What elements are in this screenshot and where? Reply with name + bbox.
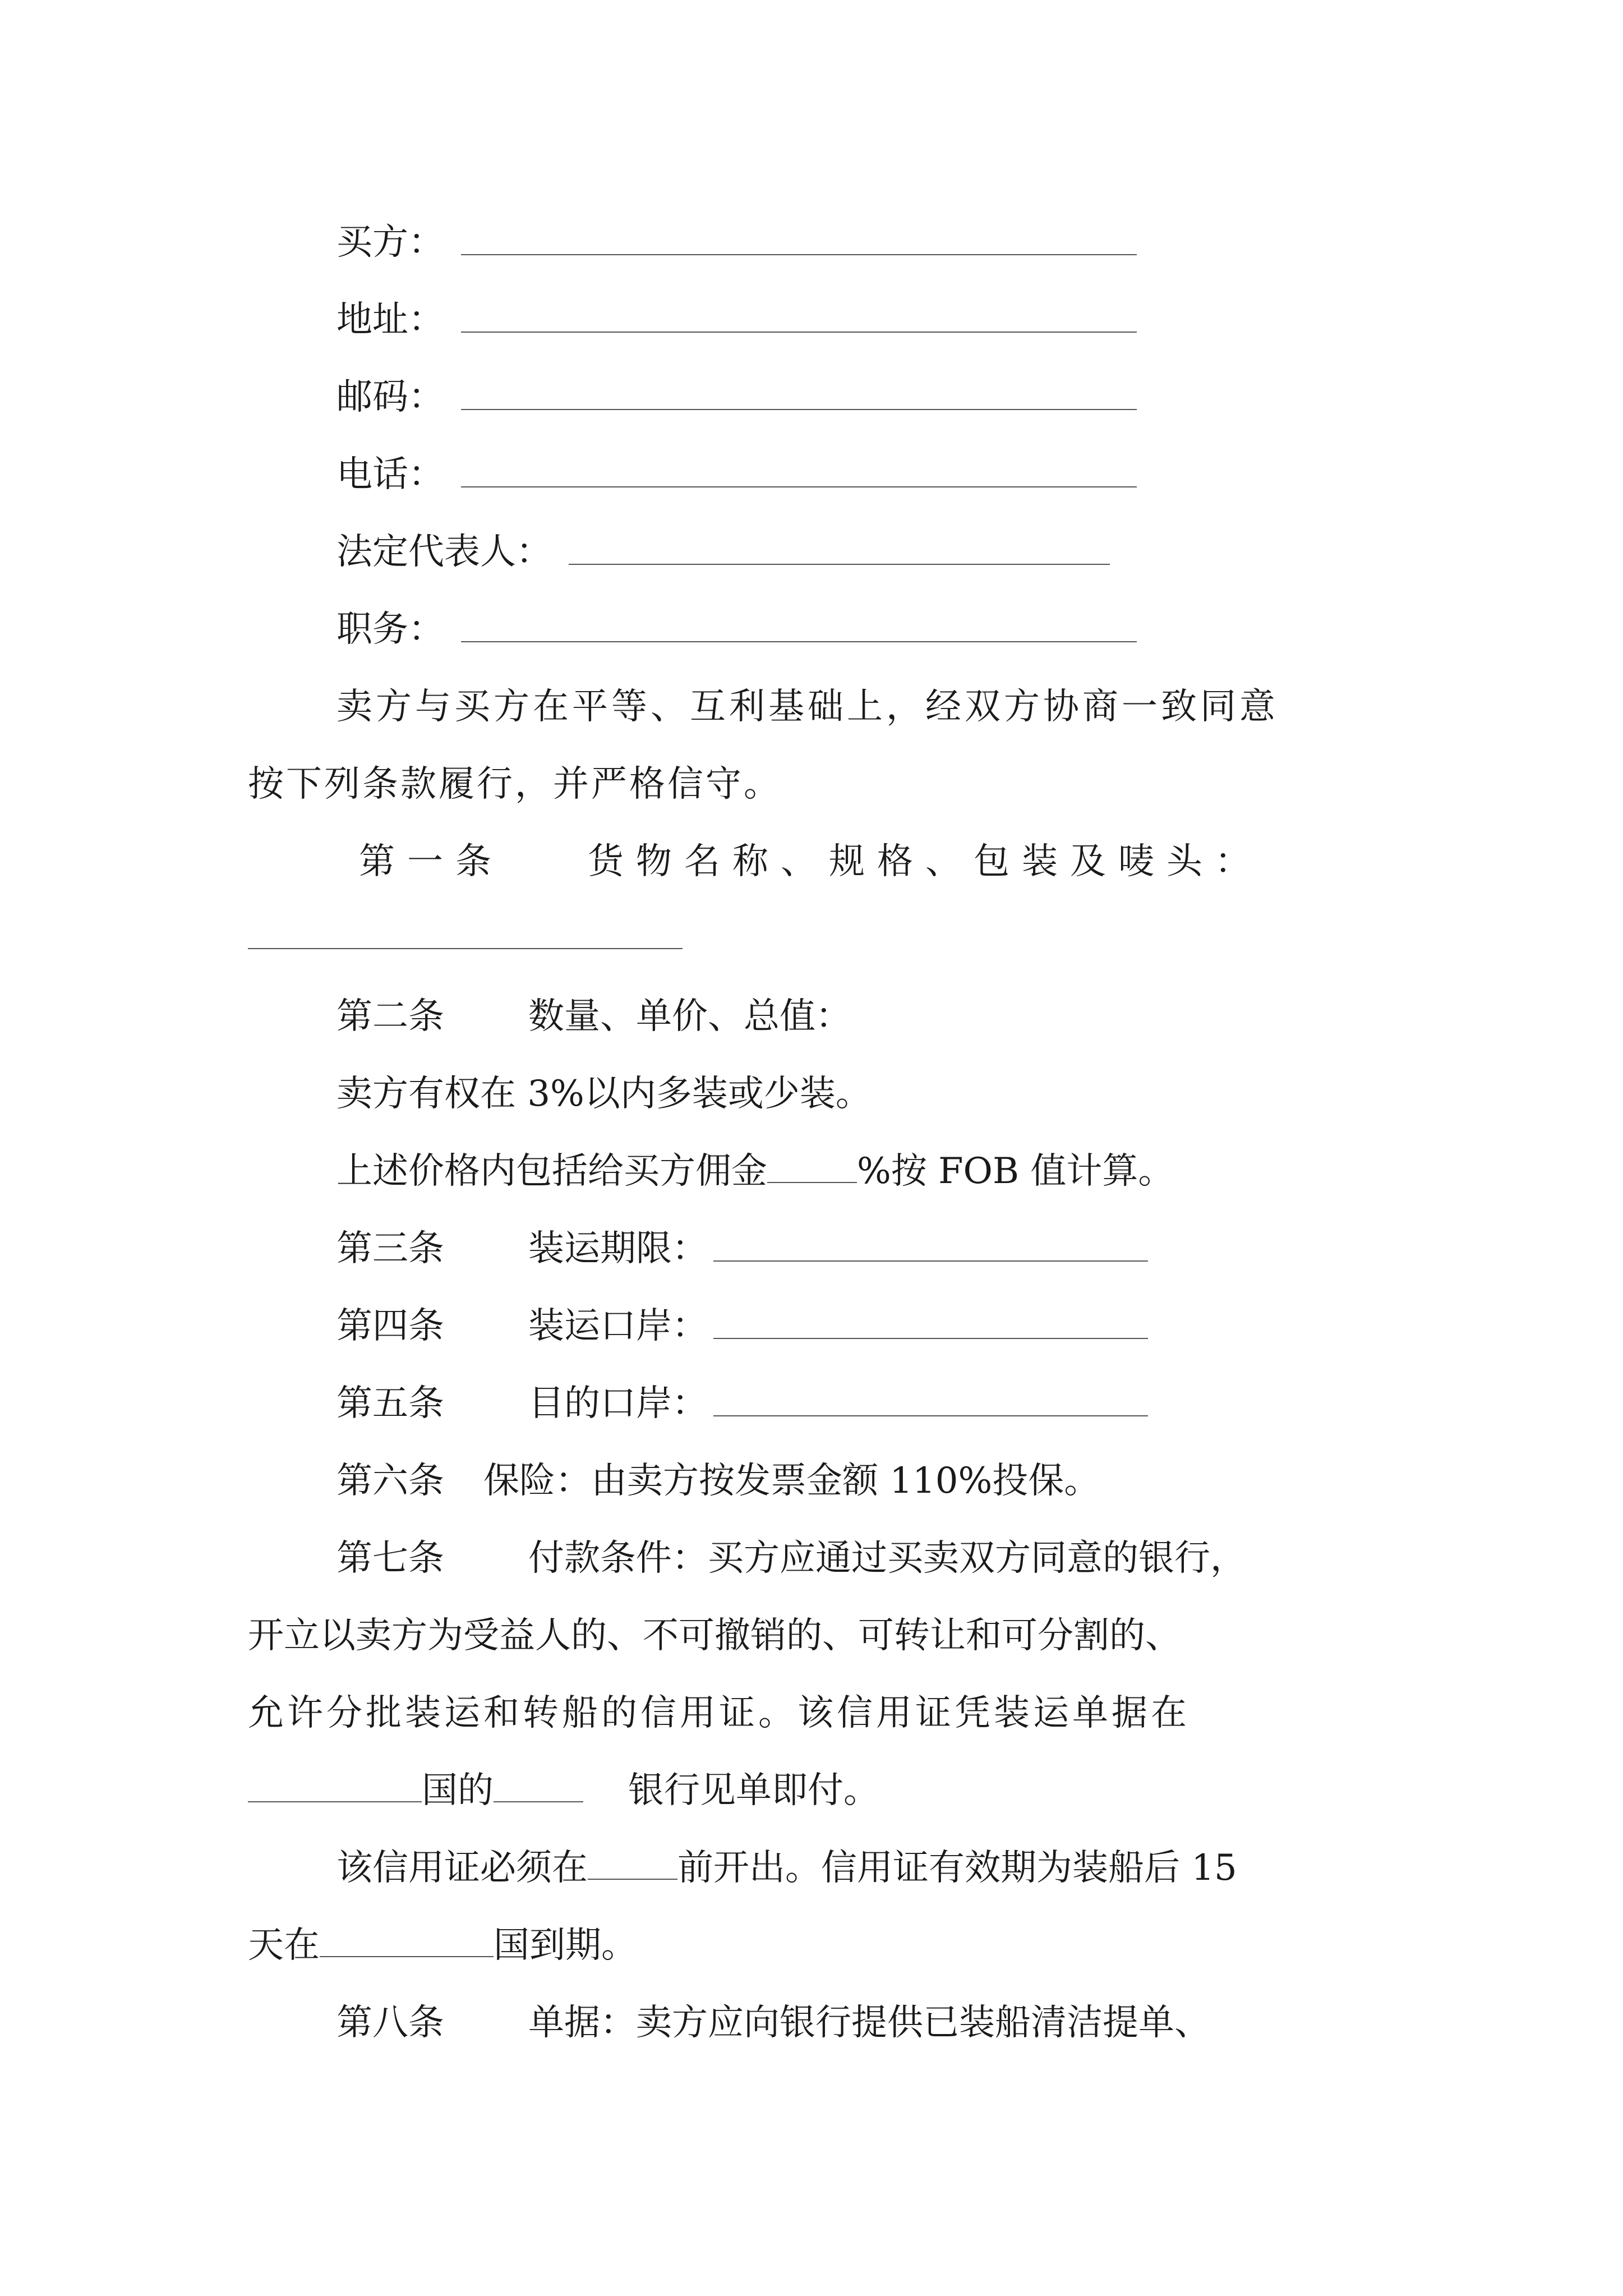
- article-1: [359, 836, 1263, 887]
- article-2: [336, 991, 851, 1042]
- article-text: 装运期限：: [528, 1228, 708, 1269]
- article-number: 第八条: [336, 2002, 444, 2044]
- article-number: 第一条: [359, 841, 504, 882]
- article-2-line-1: 卖方有权在 3%以内多装或少装。: [336, 1073, 872, 1115]
- article-text: 装运口岸：: [528, 1305, 708, 1347]
- blank-line: [461, 486, 1137, 487]
- field-label: 地址：: [336, 299, 444, 341]
- article-5: [336, 1378, 1148, 1429]
- phone-field: [336, 449, 1137, 500]
- preamble-line-1: 卖方与买方在平等、互利基础上，经双方协商一致同意: [336, 686, 1279, 728]
- field-label: 职务：: [336, 609, 444, 650]
- article-number: 第三条: [336, 1228, 444, 1269]
- blank-line: [713, 1260, 1148, 1262]
- blank-line: [494, 1766, 583, 1802]
- field-label: 邮码：: [336, 376, 444, 418]
- blank-line: [461, 641, 1137, 642]
- article-7-line-4: 国的 银行见单即付。: [248, 1765, 879, 1816]
- blank-line: [588, 1844, 677, 1880]
- article-text: 保险：由卖方按发票金额 110%投保。: [483, 1460, 1100, 1502]
- postcode-field: [336, 372, 1137, 422]
- blank-line: [461, 409, 1137, 410]
- article-7-line-6: 天在 国到期。: [248, 1920, 637, 1971]
- preamble-line-2: 按下列条款履行，并严格信守。: [248, 763, 782, 805]
- buyer-field: [336, 217, 1137, 268]
- article-text: 单据：卖方应向银行提供已装船清洁提单、: [528, 2002, 1210, 2044]
- article-text: 目的口岸：: [528, 1383, 708, 1424]
- article-number: 第六条: [336, 1460, 444, 1502]
- article-3: [336, 1223, 1148, 1274]
- article-7-line-5: 该信用证必须在 前开出。信用证有效期为装船后 15: [336, 1843, 1237, 1893]
- position-field: [336, 604, 1137, 655]
- article-7: [336, 1533, 1246, 1584]
- article-number: 第二条: [336, 996, 444, 1037]
- article-text: 数量、单价、总值：: [528, 996, 851, 1037]
- blank-line: [767, 1147, 857, 1183]
- article-7-line-2: 开立以卖方为受益人的、不可撤销的、可转让和可分割的、: [248, 1615, 1181, 1657]
- article-6: [336, 1456, 1100, 1506]
- article-number: 第四条: [336, 1305, 444, 1347]
- blank-line: [461, 254, 1137, 255]
- blank-line: [248, 1766, 422, 1802]
- article-number: 第七条: [336, 1538, 444, 1579]
- article-7-line-3: 允许分批装运和转船的信用证。该信用证凭装运单据在: [248, 1692, 1190, 1734]
- field-label: 电话：: [336, 454, 444, 495]
- field-label: 法定代表人：: [336, 531, 552, 573]
- article-4: [336, 1301, 1148, 1351]
- blank-line: [248, 948, 683, 949]
- article-2-line-2: 上述价格内包括给买方佣金 %按 FOB 值计算。: [336, 1146, 1174, 1197]
- address-field: [336, 295, 1137, 345]
- article-text: 付款条件：买方应通过买卖双方同意的银行，: [528, 1538, 1246, 1579]
- article-text: 货物名称、规格、包装及唛头：: [588, 841, 1263, 882]
- blank-line: [713, 1415, 1148, 1416]
- blank-line: [320, 1921, 494, 1957]
- blank-line: [713, 1338, 1148, 1339]
- blank-line: [461, 332, 1137, 333]
- field-label: 买方：: [336, 222, 444, 263]
- article-8: [336, 1998, 1210, 2048]
- article-number: 第五条: [336, 1383, 444, 1424]
- blank-line: [569, 564, 1110, 565]
- legal-rep-field: [336, 527, 1110, 577]
